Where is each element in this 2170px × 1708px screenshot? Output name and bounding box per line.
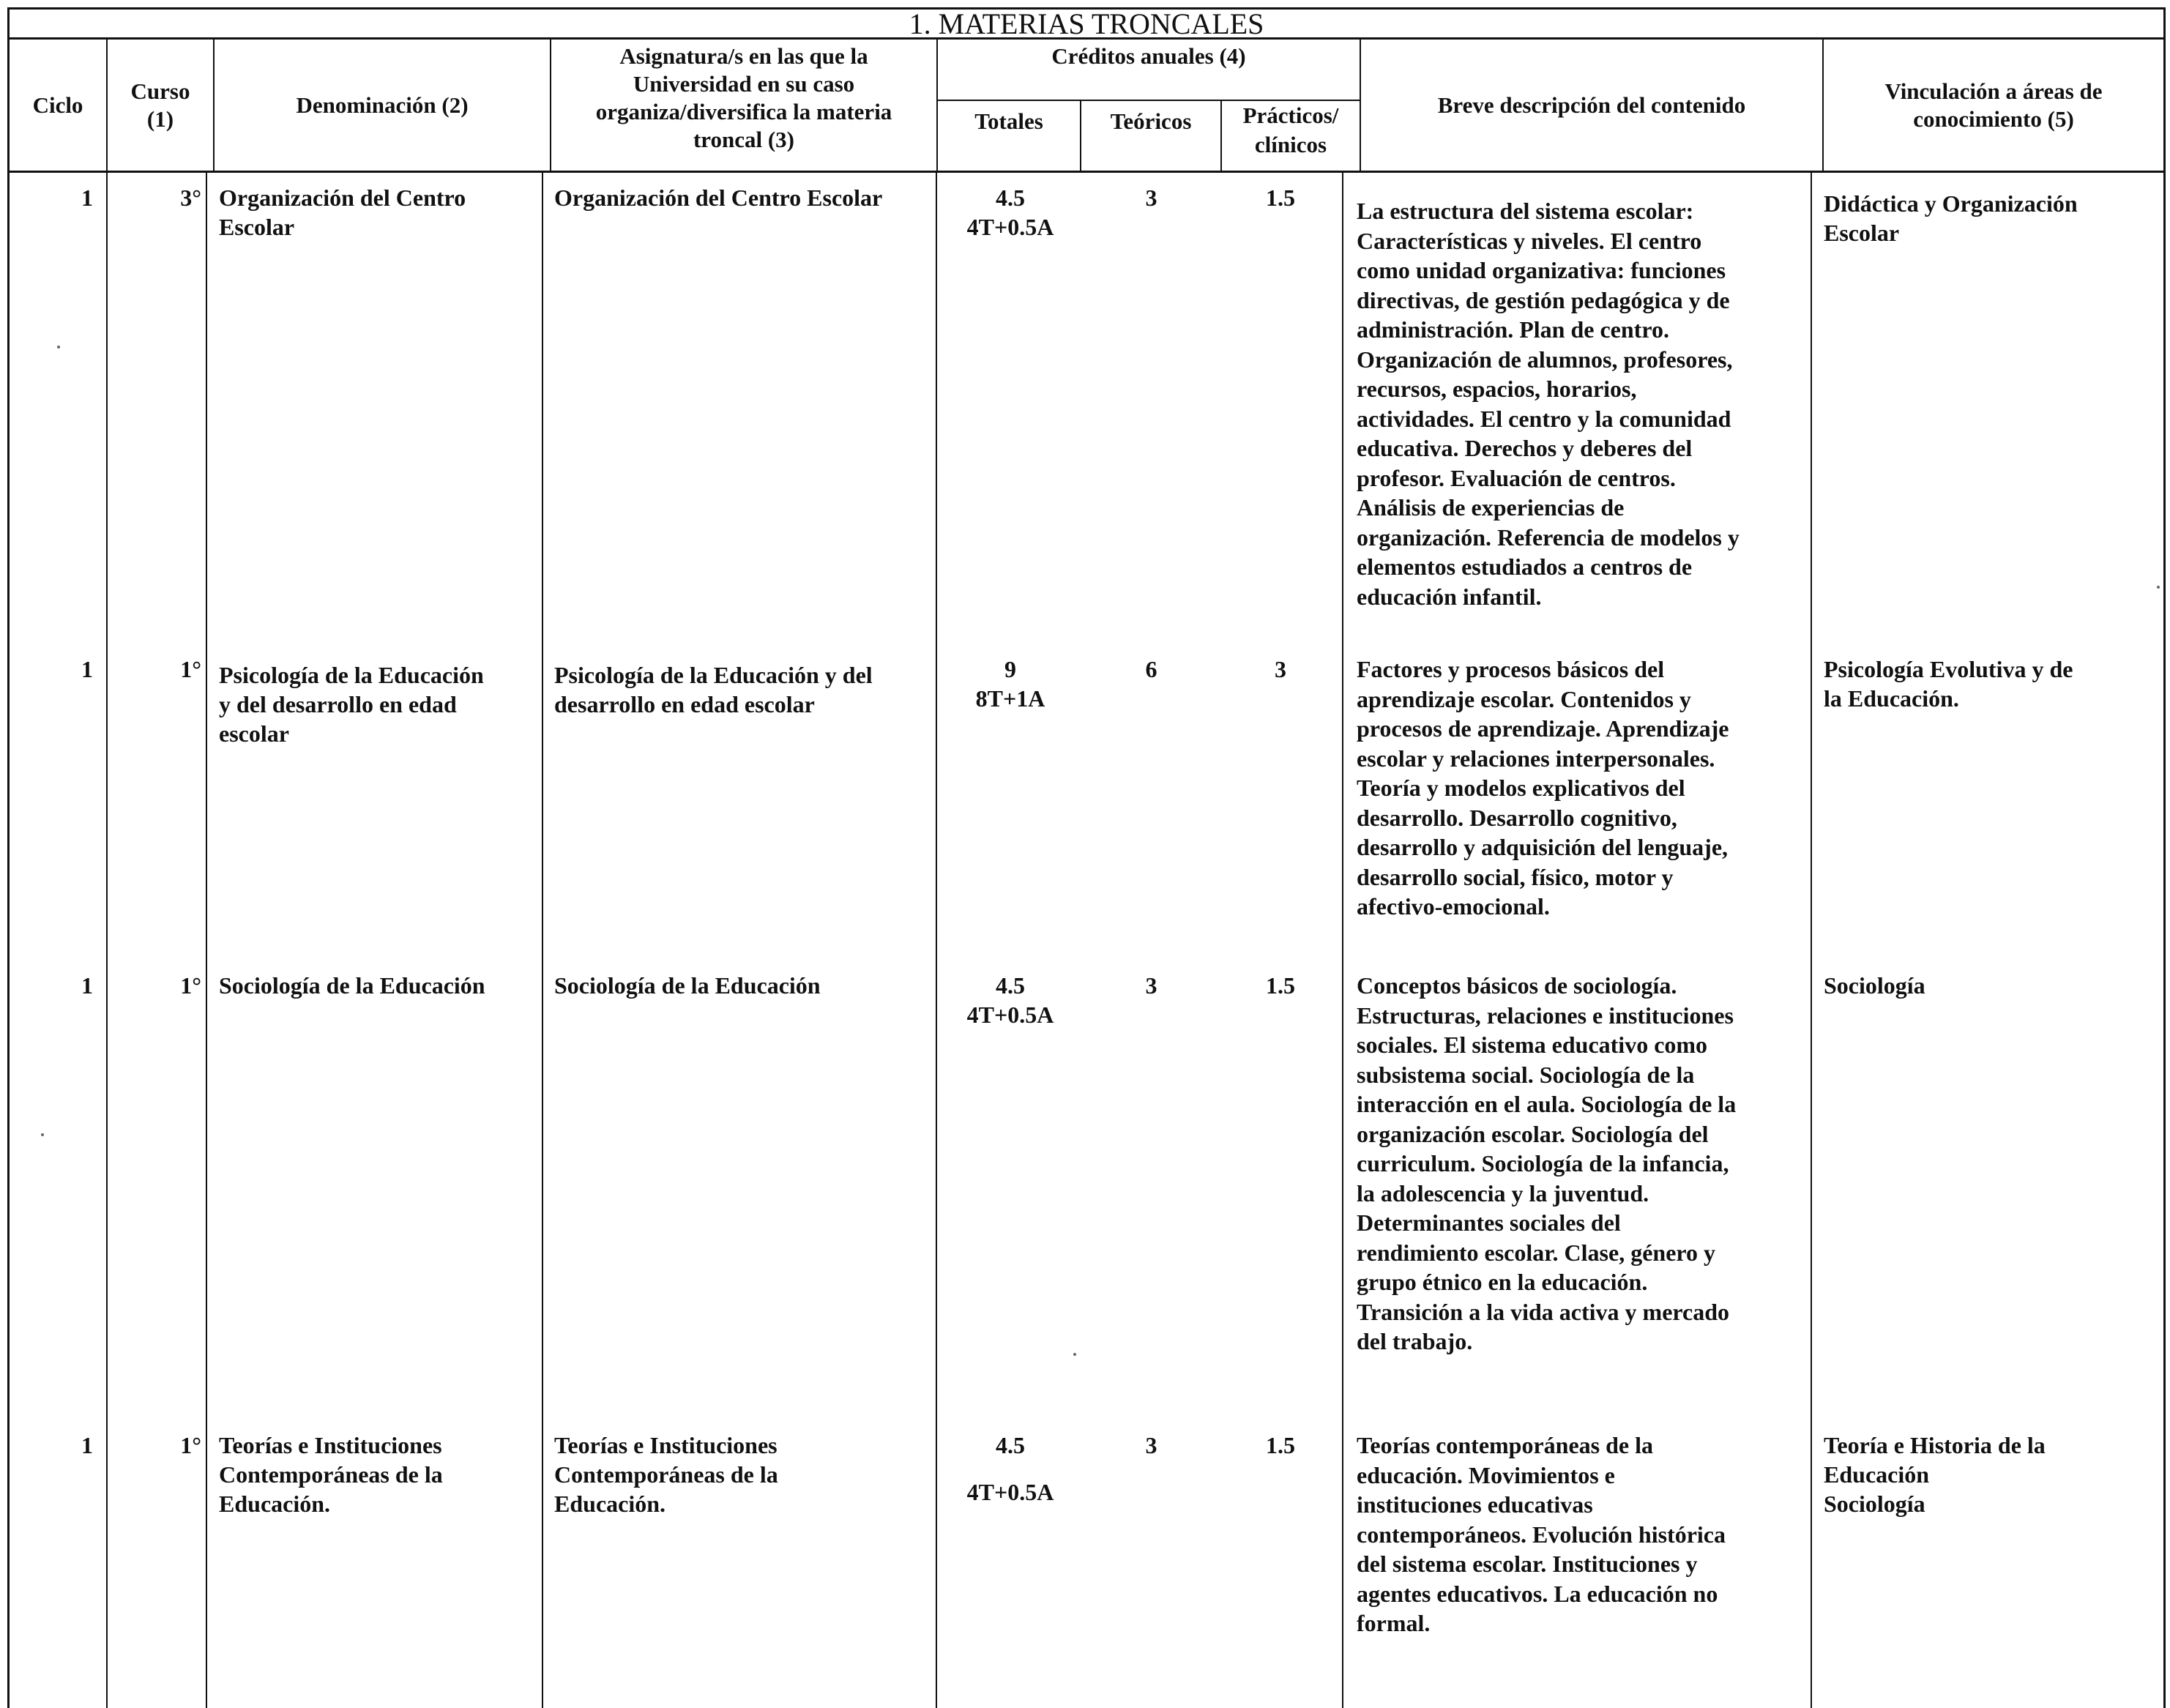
header-curso-line-1: Curso [130,78,190,104]
cell-line: Organización del Centro Escolar [554,184,883,211]
cell-denominacion [209,971,542,1000]
cell-line: 4T+0.5A [966,1479,1054,1505]
cell-vinculacion [1812,183,2163,247]
cell-line: Teoría y modelos explicativos del [1357,775,1685,801]
cell-line: 4T+0.5A [966,214,1054,240]
cell-denominacion [209,655,542,748]
cell-line: Estructuras, relaciones e instituciones [1357,1002,1734,1029]
cell-line: escolar y relaciones interpersonales. [1357,745,1715,772]
header-curso-line-2: (1) [146,105,174,132]
cell-line: Organización de alumnos, profesores, [1357,346,1733,373]
cell-line: afectivo-emocional. [1357,893,1550,920]
cell-teoricos: 6 [1145,656,1157,682]
cell-line: 8T+1A [975,685,1045,712]
cell-vinculacion [1812,971,2163,1000]
cell-line: Teorías e Instituciones [219,1432,442,1458]
header-asignatura-line-1: Asignatura/s en las que la [619,43,868,69]
header-descripcion: Breve descripción del contenido [1361,40,1824,171]
cell-line: Educación [1824,1461,1930,1488]
cell-denominacion [209,183,542,242]
cell-curso: 3° [180,184,201,211]
cell-line: Conceptos básicos de sociología. [1357,972,1677,999]
cell-line: instituciones educativas [1357,1491,1593,1518]
header-creditos: Créditos anuales (4) [938,40,1360,101]
cell-line: Escolar [1824,220,1900,246]
cell-line: Sociología [1824,972,1925,999]
cell-curso: 1° [180,1432,201,1458]
cell-teoricos: 3 [1145,972,1157,999]
scan-speck [41,1133,44,1136]
header-creditos-group [938,40,1361,171]
cell-line: elementos estudiados a centros de [1357,553,1693,580]
cell-line: Psicología de la Educación y del [554,662,873,688]
scan-speck [2157,586,2160,589]
cell-vinculacion [1812,655,2163,713]
cell-practicos: 1.5 [1266,972,1295,999]
header-practicos [1222,101,1360,173]
cell-practicos: 1.5 [1266,1432,1295,1458]
cell-ciclo: 1 [81,972,93,999]
cell-curso: 1° [180,972,201,999]
cell-asignatura [544,183,936,212]
cell-line: recursos, espacios, horarios, [1357,376,1637,402]
header-asignatura-line-3: organiza/diversifica la materia [595,99,892,124]
cell-teoricos: 3 [1145,184,1157,211]
header-curso [108,40,215,171]
cell-denominacion [209,1431,542,1518]
header-ciclo: Ciclo [10,40,108,171]
scan-speck [57,346,60,348]
cell-practicos: 3 [1275,656,1286,682]
cell-line: Transición a la vida activa y mercado [1357,1298,1730,1325]
cell-line: actividades. El centro y la comunidad [1357,405,1731,432]
header-asignatura-line-2: Universidad en su caso [633,71,855,97]
table-title: 1. MATERIAS TRONCALES [7,7,2166,40]
cell-line: la Educación. [1824,685,1959,712]
header-denominacion: Denominación (2) [215,40,551,171]
cell-line: Análisis de experiencias de [1357,494,1625,521]
cell-asignatura [544,971,936,1000]
cell-descripcion [1343,655,1811,922]
cell-line: Psicología de la Educación [219,662,484,688]
scan-speck [1073,1353,1076,1356]
cell-line: desarrollo en edad escolar [554,691,815,717]
cell-ciclo: 1 [81,1432,93,1458]
cell-line: Sociología de la Educación [554,972,821,999]
header-vinculacion-line-2: conocimiento (5) [1913,105,2074,132]
cell-line: Psicología Evolutiva y de [1824,656,2073,682]
cell-line: Sociología de la Educación [219,972,485,999]
cell-line: contemporáneos. Evolución histórica [1357,1521,1726,1548]
header-teoricos: Teóricos [1081,101,1222,173]
cell-ciclo: 1 [81,184,93,211]
cell-line: desarrollo. Desarrollo cognitivo, [1357,804,1677,831]
cell-line: administración. Plan de centro. [1357,316,1669,343]
cell-teoricos: 3 [1145,1432,1157,1458]
cell-line: Características y niveles. El centro [1357,227,1702,254]
cell-line: y del desarrollo en edad [219,691,457,717]
column-divider [542,173,543,1708]
cell-line: Factores y procesos básicos del [1357,656,1665,682]
cell-line: escolar [219,720,289,747]
header-practicos-line-2: clínicos [1254,132,1327,157]
cell-line: Organización del Centro [219,184,466,211]
header-asignatura [551,40,938,171]
header-practicos-line-1: Prácticos/ [1242,102,1339,128]
cell-line: organización. Referencia de modelos y [1357,523,1740,551]
header-asignatura-line-4: troncal (3) [693,127,795,152]
cell-line: del sistema escolar. Instituciones y [1357,1551,1698,1577]
cell-line: Educación. [219,1491,331,1517]
cell-line: agentes educativos. La educación no [1357,1580,1718,1607]
column-divider [206,173,207,1708]
cell-line: curriculum. Sociología de la infancia, [1357,1150,1729,1176]
cell-line: Sociología [1824,1491,1925,1517]
cell-line: educativa. Derechos y deberes del [1357,435,1693,461]
cell-line: grupo étnico en la educación. [1357,1269,1648,1295]
header-vinculacion [1824,40,2163,171]
cell-curso: 1° [180,656,201,682]
cell-line: Contemporáneas de la [219,1461,443,1488]
cell-totales [937,183,1084,242]
cell-descripcion [1343,971,1811,1357]
cell-descripcion [1343,183,1811,611]
cell-asignatura [544,655,936,719]
table-body [7,173,2166,1708]
cell-line: sociales. El sistema educativo como [1357,1032,1708,1058]
header-totales: Totales [938,101,1081,173]
cell-line: educación infantil. [1357,583,1542,610]
cell-ciclo: 1 [81,656,93,682]
cell-line: Determinantes sociales del [1357,1209,1621,1236]
cell-line: Escolar [219,214,295,240]
cell-line: 4.5 [996,184,1025,211]
table-header [7,40,2166,173]
cell-line: Educación. [554,1491,666,1517]
cell-vinculacion [1812,1431,2163,1518]
cell-line: organización escolar. Sociología del [1357,1120,1709,1147]
cell-line: Teoría e Historia de la [1824,1432,2046,1458]
cell-line: del trabajo. [1357,1328,1473,1354]
cell-practicos: 1.5 [1266,184,1295,211]
cell-line: Teorías contemporáneas de la [1357,1432,1654,1458]
cell-line: La estructura del sistema escolar: [1357,198,1694,224]
cell-line: 4.5 [996,972,1025,999]
cell-line: interacción en el aula. Sociología de la [1357,1091,1737,1117]
cell-line: Contemporáneas de la [554,1461,778,1488]
cell-totales [937,971,1084,1029]
cell-line: como unidad organizativa: funciones [1357,257,1726,283]
cell-totales [937,1431,1084,1507]
cell-asignatura [544,1431,936,1518]
cell-line: educación. Movimientos e [1357,1461,1615,1488]
cell-line: la adolescencia y la juventud. [1357,1179,1649,1207]
cell-descripcion [1343,1431,1811,1638]
cell-line: Teorías e Instituciones [554,1432,778,1458]
cell-line: aprendizaje escolar. Contenidos y [1357,685,1691,712]
cell-line: formal. [1357,1610,1431,1636]
cell-line: Didáctica y Organización [1824,190,2078,217]
cell-line: directivas, de gestión pedagógica y de [1357,286,1730,313]
cell-line: 4T+0.5A [966,1002,1054,1028]
cell-line: subsistema social. Sociología de la [1357,1061,1695,1088]
column-divider [106,173,108,1708]
cell-line: 4.5 [996,1432,1025,1458]
header-vinculacion-line-1: Vinculación a áreas de [1884,78,2103,104]
cell-line: desarrollo y adquisición del lenguaje, [1357,834,1729,860]
cell-line: profesor. Evaluación de centros. [1357,464,1676,491]
cell-line: rendimiento escolar. Clase, género y [1357,1239,1716,1266]
cell-line: procesos de aprendizaje. Aprendizaje [1357,715,1729,742]
cell-line: 9 [1004,656,1016,682]
cell-totales [937,655,1084,713]
cell-line: desarrollo social, físico, motor y [1357,863,1674,890]
